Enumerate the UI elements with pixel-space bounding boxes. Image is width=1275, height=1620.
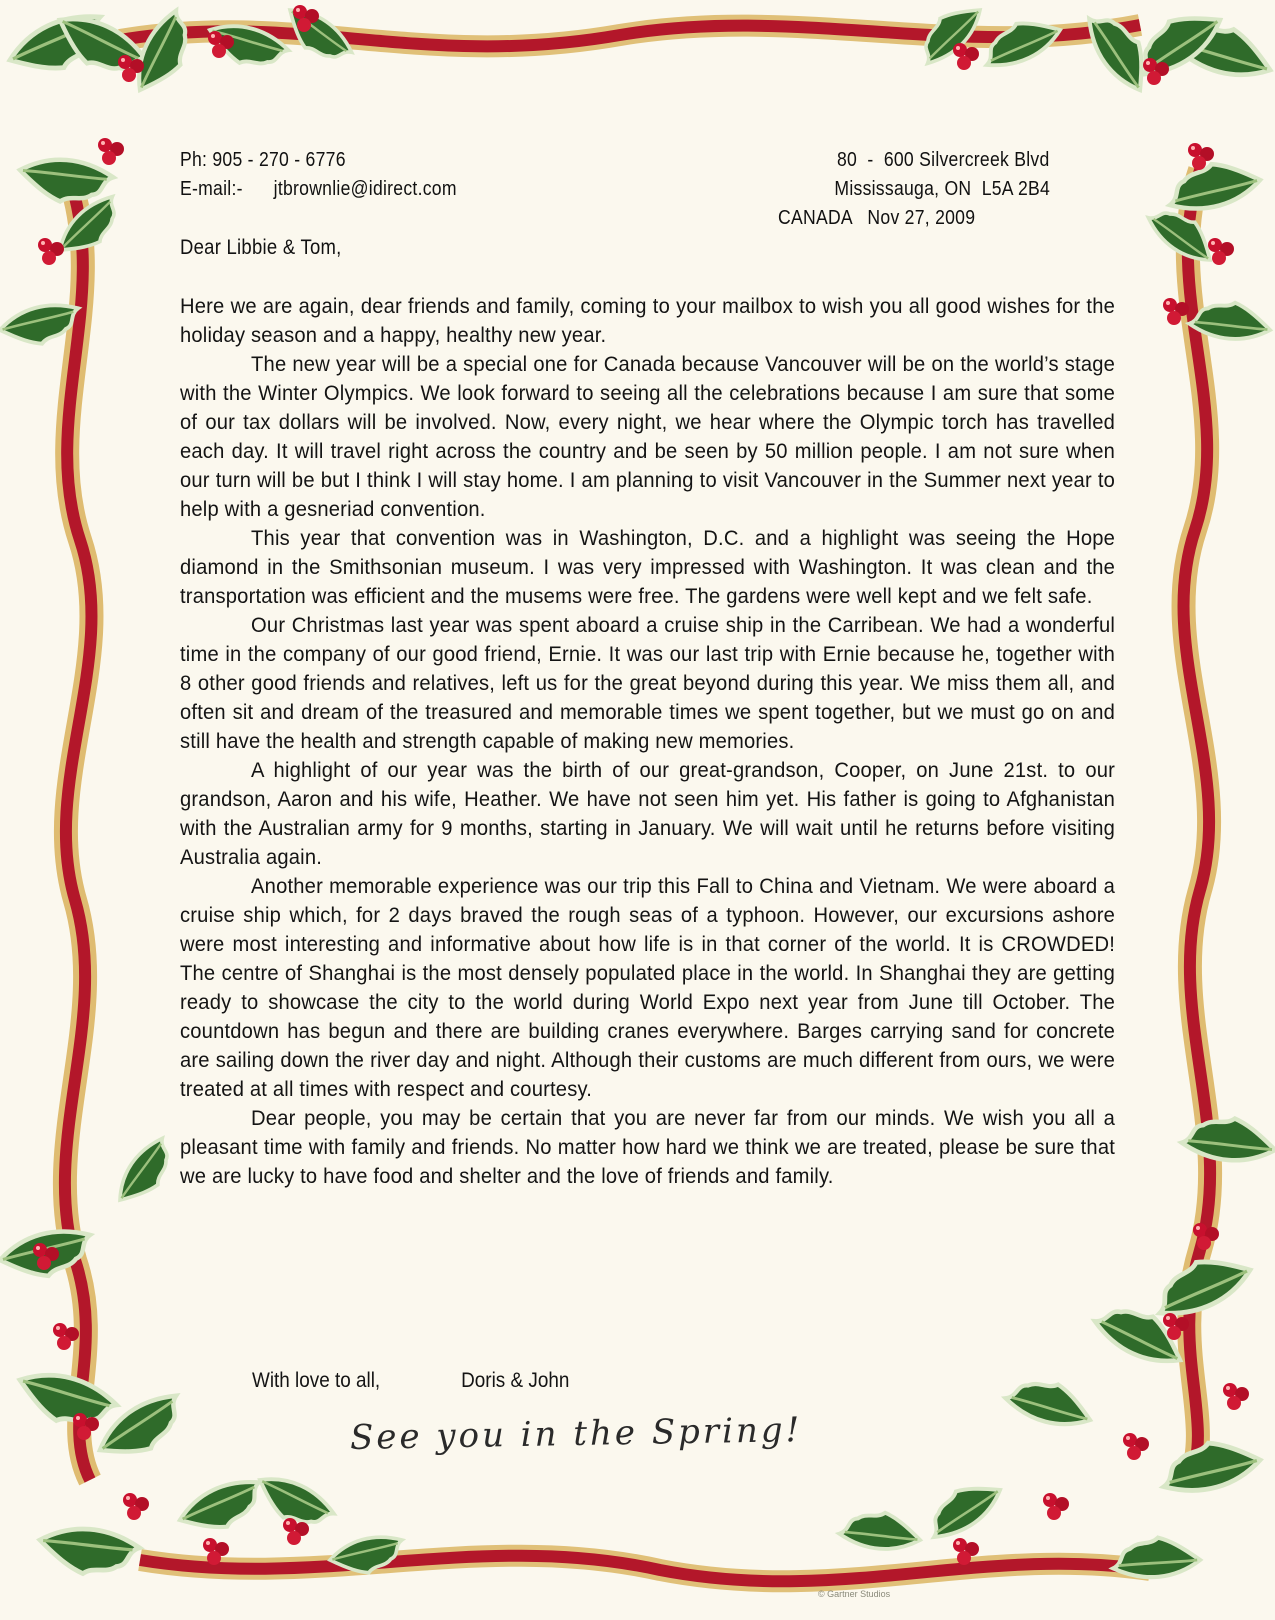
paragraph-intro: Here we are again, dear friends and family, coming to your mailbox to wish you all good wishes for the holiday season and a happy, healthy new year. bbox=[180, 295, 1116, 347]
country-date: CANADA Nov 27, 2009 bbox=[778, 207, 976, 229]
address-line-2: Mississauga, ON L5A 2B4 bbox=[834, 178, 1050, 200]
signature: Doris & John bbox=[461, 1369, 570, 1392]
paragraph-washington: This year that convention was in Washington, D.C. and a highlight was seeing the Hope diamond in the Smithsonian museum. I was very impressed with Washington. It was clean and the transportation was efficient and the musems were free. The gardens were well kept and we felt safe. bbox=[180, 527, 1116, 608]
paragraph-olympics: The new year will be a special one for Canada because Vancouver will be on the world’s stage with the Winter Olympics. We look forward to seeing all the celebrations because I am sure that some of our tax dollars will be involved. Now, every night, we hear where the Olympic torch has travelled each day. It will travel right across the country and be seen by 50 million people. I am not sure when our turn will be but I think I will stay home. I am planning to visit Vancouver in the Summer next year to help with a gesneriad convention. bbox=[180, 353, 1116, 521]
email-address[interactable]: E-mail:- jtbrownlie@idirect.com bbox=[180, 178, 457, 200]
address-line-1: 80 - 600 Silvercreek Blvd bbox=[837, 149, 1050, 171]
closing-line bbox=[252, 1366, 569, 1395]
salutation: Dear Libbie & Tom, bbox=[180, 236, 342, 259]
phone-number: Ph: 905 - 270 - 6776 bbox=[180, 149, 346, 171]
closing-text: With love to all, bbox=[252, 1369, 381, 1392]
paragraph-great-grandson: A highlight of our year was the birth of our great-grandson, Cooper, on June 21st. to our grandson, Aaron and his wife, Heather. We have not seen him yet. His father is going to Afghanistan with the Australian army for 9 months, starting in January. We will wait until he returns before visiting Australia again. bbox=[180, 759, 1116, 869]
letter-body bbox=[180, 292, 1115, 1191]
paragraph-wishes: Dear people, you may be certain that you are never far from our minds. We wish you all a pleasant time with family and friends. No matter how hard we think we are treated, please be sure that we are lucky to have food and shelter and the love of friends and family. bbox=[180, 1107, 1116, 1188]
paragraph-christmas-cruise: Our Christmas last year was spent aboard a cruise ship in the Carribean. We had a wonderful time in the company of our good friend, Ernie. It was our last trip with Ernie because he, together with 8 other good friends and relatives, left us for the great beyond during this year. We miss them all, and often sit and dream of the treasured and memorable times we spent together, but we must go on and still have the health and strength capable of making new memories. bbox=[180, 614, 1116, 753]
handwritten-note: See you in the Spring! bbox=[349, 1410, 803, 1458]
paragraph-china-trip: Another memorable experience was our trip this Fall to China and Vietnam. We were aboard a cruise ship which, for 2 days braved the rough seas of a typhoon. However, our excursions ashore were most interesting and informative about how life is in that corner of the world. It is CROWDED! The centre of Shanghai is the most densely populated place in the world. In Shanghai they are getting ready to showcase the city to the world during World Expo next year from June till October. The countdown has begun and there are building cranes everywhere. Barges carrying sand for concrete are sailing down the river day and night. Although their customs are much different from ours, we were treated at all times with respect and courtesy. bbox=[180, 875, 1116, 1101]
copyright-notice: © Gartner Studios bbox=[818, 1589, 891, 1599]
